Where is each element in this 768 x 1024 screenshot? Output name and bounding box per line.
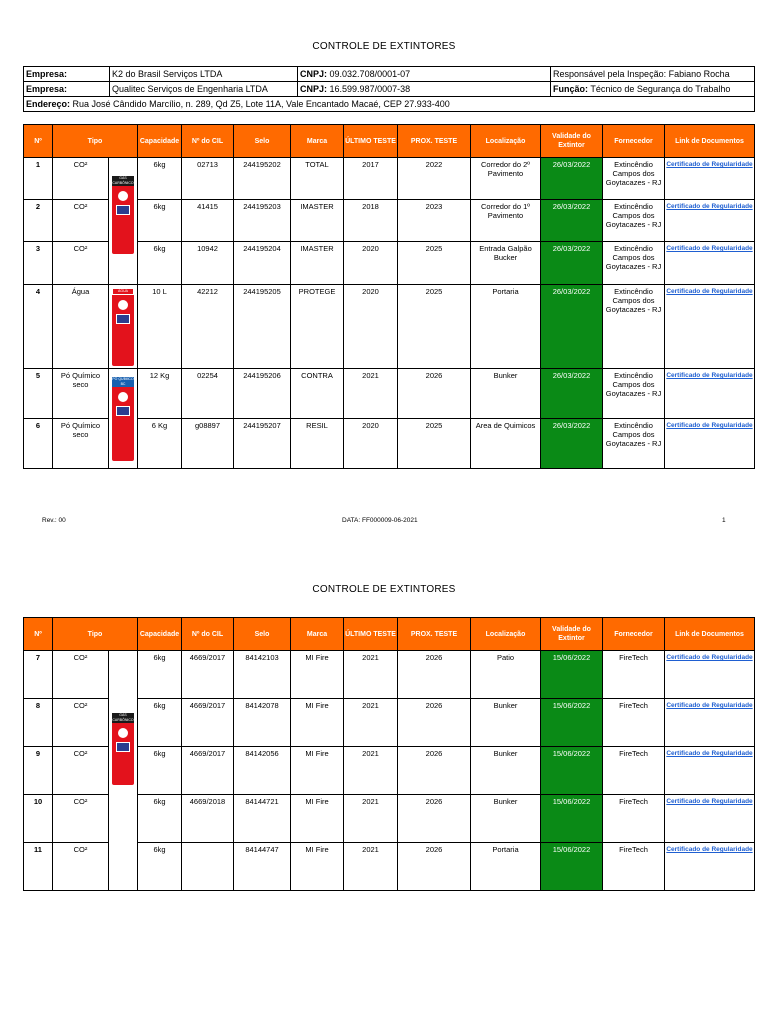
row-validity: 26/03/2022 [541, 242, 603, 285]
column-header: Tipo [53, 618, 138, 651]
row-document-link-cell [665, 158, 755, 200]
row-last-test: 2020 [344, 242, 398, 285]
row-cylinder: 41415 [182, 200, 234, 242]
row-document-link-cell [665, 651, 755, 699]
row-location: Bunker [471, 699, 541, 747]
row-next-test: 2026 [398, 795, 471, 843]
column-header: Localização [471, 618, 541, 651]
row-document-link-cell [665, 795, 755, 843]
row-last-test: 2021 [344, 843, 398, 891]
row-capacity: 10 L [138, 285, 182, 369]
empresa-value: K2 do Brasil Serviços LTDA [110, 67, 298, 82]
column-header: Link de Documentos [665, 125, 755, 158]
row-location: Corredor do 1º Pavimento [471, 200, 541, 242]
responsavel-cell: Responsável pela Inspeção: Fabiano Rocha [551, 67, 755, 82]
row-location: Portaria [471, 285, 541, 369]
extinguisher-symbol-icon [118, 392, 128, 402]
row-seal: 84144747 [234, 843, 291, 891]
row-capacity: 6kg [138, 242, 182, 285]
row-capacity: 6kg [138, 699, 182, 747]
empresa-label: Empresa: [24, 67, 110, 82]
column-header: Fornecedor [603, 125, 665, 158]
row-location: Portaria [471, 843, 541, 891]
row-supplier: FireTech [603, 699, 665, 747]
column-header: Nº do CIL [182, 618, 234, 651]
column-header: Fornecedor [603, 618, 665, 651]
row-brand: MI Fire [291, 651, 344, 699]
row-seal: 244195202 [234, 158, 291, 200]
row-validity: 15/06/2022 [541, 699, 603, 747]
certificate-link[interactable]: Certificado de Regularidade [666, 245, 753, 252]
extinguisher-label: GÁS CARBÔNICO [112, 713, 134, 722]
row-brand: MI Fire [291, 843, 344, 891]
column-header: Nº [24, 125, 53, 158]
column-header: Nº do CIL [182, 125, 234, 158]
certificate-link[interactable]: Certificado de Regularidade [666, 372, 753, 379]
row-capacity: 6kg [138, 843, 182, 891]
row-next-test: 2025 [398, 419, 471, 469]
row-type: CO² [53, 843, 109, 891]
row-type: CO² [53, 651, 109, 699]
row-seal: 244195203 [234, 200, 291, 242]
row-capacity: 6kg [138, 795, 182, 843]
date-label: DATA: FF000009-06-2021 [342, 517, 418, 524]
row-number: 7 [24, 651, 53, 699]
column-header: Validade do Extintor [541, 125, 603, 158]
row-validity: 26/03/2022 [541, 369, 603, 419]
row-cylinder: 10942 [182, 242, 234, 285]
row-number: 11 [24, 843, 53, 891]
row-last-test: 2020 [344, 419, 398, 469]
revision-label: Rev.: 00 [42, 517, 66, 524]
row-supplier: Extincêndio Campos dos Goytacazes - RJ [603, 242, 665, 285]
row-location: Bunker [471, 747, 541, 795]
row-supplier: FireTech [603, 795, 665, 843]
row-document-link-cell [665, 242, 755, 285]
row-document-link-cell [665, 419, 755, 469]
row-number: 2 [24, 200, 53, 242]
row-document-link-cell [665, 285, 755, 369]
column-header: Link de Documentos [665, 618, 755, 651]
row-document-link-cell [665, 843, 755, 891]
certificate-link[interactable]: Certificado de Regularidade [666, 654, 753, 661]
row-last-test: 2020 [344, 285, 398, 369]
row-validity: 26/03/2022 [541, 285, 603, 369]
certificate-link[interactable]: Certificado de Regularidade [666, 161, 753, 168]
row-capacity: 12 Kg [138, 369, 182, 419]
extinguisher-icon-cell [109, 285, 138, 369]
row-document-link-cell [665, 747, 755, 795]
empresa-label: Empresa: [24, 82, 110, 97]
row-last-test: 2021 [344, 747, 398, 795]
certificate-link[interactable]: Certificado de Regularidade [666, 203, 753, 210]
row-last-test: 2021 [344, 795, 398, 843]
row-next-test: 2023 [398, 200, 471, 242]
row-last-test: 2017 [344, 158, 398, 200]
row-number: 6 [24, 419, 53, 469]
row-cylinder: g08897 [182, 419, 234, 469]
row-cylinder: 42212 [182, 285, 234, 369]
fire-class-icon [116, 314, 130, 324]
row-document-link-cell [665, 699, 755, 747]
row-seal: 244195206 [234, 369, 291, 419]
row-validity: 26/03/2022 [541, 200, 603, 242]
table-row [24, 369, 755, 419]
fire-class-icon [116, 742, 130, 752]
extinguisher-icon-cell [109, 651, 138, 891]
row-type: CO² [53, 795, 109, 843]
row-brand: CONTRA [291, 369, 344, 419]
fire-extinguisher-icon [112, 288, 134, 366]
cnpj-cell: CNPJ: 09.032.708/0001-07 [298, 67, 551, 82]
row-document-link-cell [665, 200, 755, 242]
column-header: Marca [291, 618, 344, 651]
column-header: ÚLTIMO TESTE [344, 618, 398, 651]
row-number: 8 [24, 699, 53, 747]
column-header: Capacidade [138, 125, 182, 158]
row-location: Area de Quimicos [471, 419, 541, 469]
row-document-link-cell [665, 369, 755, 419]
row-number: 3 [24, 242, 53, 285]
column-header: Selo [234, 618, 291, 651]
certificate-link[interactable]: Certificado de Regularidade [666, 750, 753, 757]
extinguisher-symbol-icon [118, 300, 128, 310]
row-last-test: 2021 [344, 699, 398, 747]
column-header: Localização [471, 125, 541, 158]
row-brand: MI Fire [291, 747, 344, 795]
row-type: CO² [53, 699, 109, 747]
row-cylinder: 4669/2017 [182, 747, 234, 795]
column-header: Tipo [53, 125, 138, 158]
row-seal: 84142078 [234, 699, 291, 747]
row-type: Pó Químico seco [53, 419, 109, 469]
extinguisher-label: GÁS CARBÔNICO [112, 176, 134, 185]
row-last-test: 2021 [344, 369, 398, 419]
row-number: 4 [24, 285, 53, 369]
row-next-test: 2026 [398, 747, 471, 795]
row-number: 5 [24, 369, 53, 419]
certificate-link[interactable]: Certificado de Regularidade [666, 288, 753, 295]
row-supplier: Extincêndio Campos dos Goytacazes - RJ [603, 200, 665, 242]
row-supplier: FireTech [603, 651, 665, 699]
certificate-link[interactable]: Certificado de Regularidade [666, 846, 753, 853]
column-header: Validade do Extintor [541, 618, 603, 651]
row-location: Entrada Galpão Bucker [471, 242, 541, 285]
row-last-test: 2018 [344, 200, 398, 242]
row-validity: 15/06/2022 [541, 795, 603, 843]
extinguisher-icon-cell [109, 369, 138, 469]
row-validity: 15/06/2022 [541, 747, 603, 795]
row-cylinder: 02254 [182, 369, 234, 419]
row-last-test: 2021 [344, 651, 398, 699]
row-number: 9 [24, 747, 53, 795]
table-row [24, 285, 755, 369]
row-type: Pó Químico seco [53, 369, 109, 419]
row-seal: 244195205 [234, 285, 291, 369]
row-seal: 84142103 [234, 651, 291, 699]
certificate-link[interactable]: Certificado de Regularidade [666, 702, 753, 709]
row-location: Bunker [471, 369, 541, 419]
row-cylinder: 4669/2018 [182, 795, 234, 843]
row-seal: 84144721 [234, 795, 291, 843]
extinguisher-icon-cell [109, 158, 138, 285]
fire-class-icon [116, 205, 130, 215]
row-supplier: FireTech [603, 843, 665, 891]
fire-extinguisher-icon [112, 713, 134, 785]
row-number: 1 [24, 158, 53, 200]
row-number: 10 [24, 795, 53, 843]
row-brand: PROTEGE [291, 285, 344, 369]
row-cylinder: 02713 [182, 158, 234, 200]
row-seal: 244195207 [234, 419, 291, 469]
certificate-link[interactable]: Certificado de Regularidade [666, 422, 753, 429]
funcao-cell: Função: Técnico de Segurança do Trabalho [551, 82, 755, 97]
row-next-test: 2025 [398, 285, 471, 369]
fire-class-icon [116, 406, 130, 416]
row-capacity: 6kg [138, 747, 182, 795]
table-row [24, 158, 755, 200]
extinguisher-table [23, 124, 755, 469]
cnpj-cell: CNPJ: 16.599.987/0007-38 [298, 82, 551, 97]
row-brand: RESIL [291, 419, 344, 469]
row-capacity: 6kg [138, 200, 182, 242]
column-header: Capacidade [138, 618, 182, 651]
row-supplier: Extincêndio Campos dos Goytacazes - RJ [603, 369, 665, 419]
row-type: CO² [53, 242, 109, 285]
row-location: Corredor do 2º Pavimento [471, 158, 541, 200]
row-next-test: 2026 [398, 699, 471, 747]
row-capacity: 6kg [138, 158, 182, 200]
column-header: Nº [24, 618, 53, 651]
fire-extinguisher-icon [112, 377, 134, 461]
extinguisher-symbol-icon [118, 728, 128, 738]
column-header: Selo [234, 125, 291, 158]
row-supplier: Extincêndio Campos dos Goytacazes - RJ [603, 285, 665, 369]
row-cylinder: 4669/2017 [182, 699, 234, 747]
row-next-test: 2026 [398, 651, 471, 699]
column-header: PROX. TESTE [398, 618, 471, 651]
row-supplier: Extincêndio Campos dos Goytacazes - RJ [603, 158, 665, 200]
row-next-test: 2026 [398, 843, 471, 891]
row-cylinder [182, 843, 234, 891]
row-next-test: 2026 [398, 369, 471, 419]
row-next-test: 2022 [398, 158, 471, 200]
endereco-cell: Endereço: Rua José Cândido Marcílio, n. 289, Qd Z5, Lote 11A, Vale Encantado Macaé, CEP 27.933-400 [24, 97, 755, 112]
row-type: CO² [53, 158, 109, 200]
page-number: 1 [722, 517, 726, 524]
company-info-table [23, 66, 755, 112]
extinguisher-label: ÁGUA [112, 288, 134, 295]
row-supplier: Extincêndio Campos dos Goytacazes - RJ [603, 419, 665, 469]
extinguisher-label: PÓ QUÍMICO BC [112, 377, 134, 386]
certificate-link[interactable]: Certificado de Regularidade [666, 798, 753, 805]
row-validity: 26/03/2022 [541, 158, 603, 200]
row-type: CO² [53, 200, 109, 242]
row-seal: 244195204 [234, 242, 291, 285]
row-supplier: FireTech [603, 747, 665, 795]
row-seal: 84142056 [234, 747, 291, 795]
page-title: CONTROLE DE EXTINTORES [312, 584, 456, 595]
extinguisher-table [23, 617, 755, 891]
row-capacity: 6kg [138, 651, 182, 699]
column-header: PROX. TESTE [398, 125, 471, 158]
row-type: CO² [53, 747, 109, 795]
row-cylinder: 4669/2017 [182, 651, 234, 699]
row-validity: 26/03/2022 [541, 419, 603, 469]
row-brand: MI Fire [291, 795, 344, 843]
column-header: ÚLTIMO TESTE [344, 125, 398, 158]
row-brand: IMASTER [291, 242, 344, 285]
row-brand: TOTAL [291, 158, 344, 200]
column-header: Marca [291, 125, 344, 158]
fire-extinguisher-icon [112, 176, 134, 254]
row-brand: MI Fire [291, 699, 344, 747]
row-validity: 15/06/2022 [541, 651, 603, 699]
row-validity: 15/06/2022 [541, 843, 603, 891]
row-capacity: 6 Kg [138, 419, 182, 469]
row-location: Patio [471, 651, 541, 699]
extinguisher-symbol-icon [118, 191, 128, 201]
row-next-test: 2025 [398, 242, 471, 285]
empresa-value: Qualitec Serviços de Engenharia LTDA [110, 82, 298, 97]
table-row [24, 651, 755, 699]
row-location: Bunker [471, 795, 541, 843]
row-brand: IMASTER [291, 200, 344, 242]
row-type: Água [53, 285, 109, 369]
page-title: CONTROLE DE EXTINTORES [312, 41, 456, 52]
